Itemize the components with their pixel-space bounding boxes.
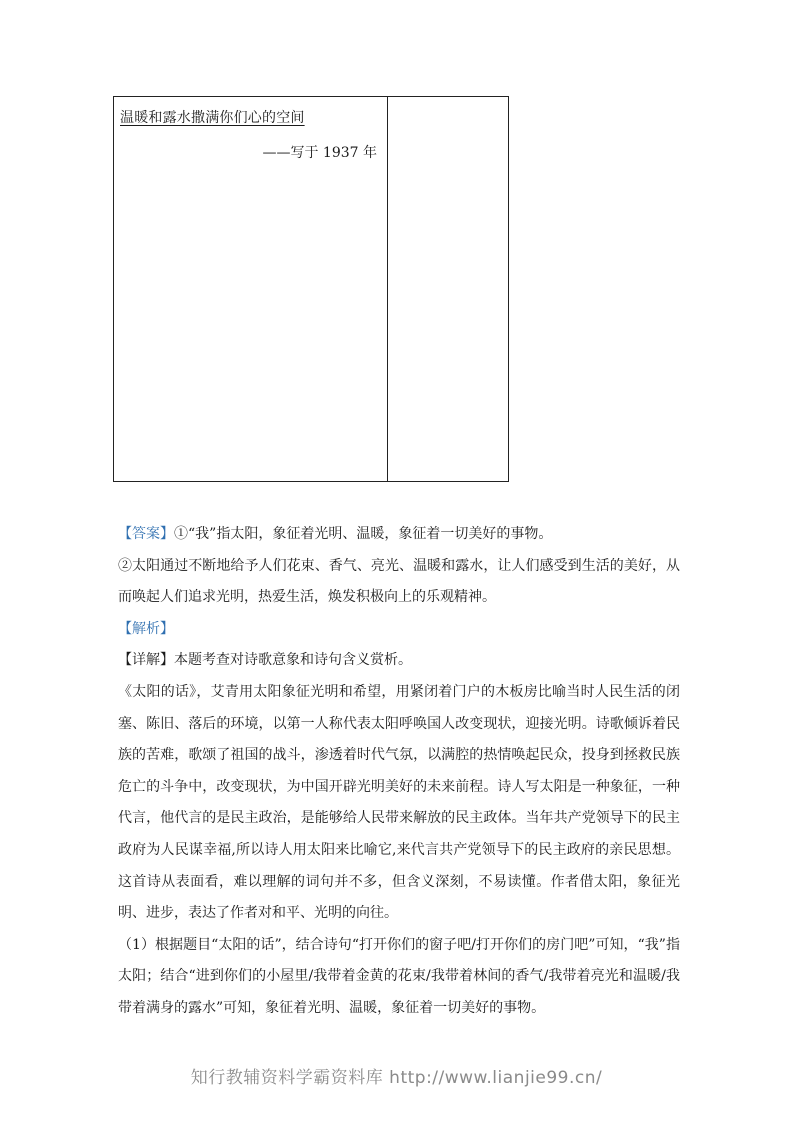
detail-intro: 本题考查对诗歌意象和诗句含义赏析。	[174, 652, 412, 669]
analysis-heading	[118, 614, 680, 646]
detail-tag: 【详解】	[118, 652, 174, 669]
answer-paragraph-2: ②太阳通过不断地给予人们花束、香气、亮光、温暖和露水，让人们感受到生活的美好，从而唤起人们追求光明，热爱生活，焕发积极向上的乐观精神。	[118, 557, 680, 606]
answer-tag: 【答案】	[118, 526, 174, 542]
question-1-paragraph: （1）根据题目“太阳的话”，结合诗句“打开你们的窗子吧/打开你们的房门吧”可知，“我”指太阳；结合“进到你们的小屋里/我带着金黄的花束/我带着林间的香气/我带着亮光和温暖/我带着满身的露水”可知，象征着光明、温暖，象征着一切美好的事物。	[118, 936, 680, 1016]
detail-intro-paragraph	[118, 645, 680, 677]
answer-part-1: ①“我”指太阳，象征着光明、温暖，象征着一切美好的事物。	[174, 526, 553, 542]
answer-paragraph-1	[118, 519, 680, 551]
table-divider	[387, 97, 388, 481]
poem-line: 温暖和露水撒满你们心的空间	[120, 110, 305, 126]
detail-body-paragraph: 《太阳的话》，艾青用太阳象征光明和希望，用紧闭着门户的木板房比喻当时人民生活的闭塞、陈旧、落后的环境，以第一人称代表太阳呼唤国人改变现状，迎接光明。诗歌倾诉着民族的苦难，歌颂了祖国的战斗，渗透着时代气氛，以满腔的热情唤起民众，投身到拯救民族危亡的斗争中，改变现状，为中国开辟光明美好的未来前程。诗人写太阳是一种象征，一种代言，他代言的是民主政治，是能够给人民带来解放的民主政体。当年共产党领导下的民主政府为人民谋幸福,所以诗人用太阳来比喻它,来代言共产党领导下的民主政府的亲民思想。这首诗从表面看，难以理解的词句并不多，但含义深刻，不易读懂。作者借太阳，象征光明、进步，表达了作者对和平、光明的向往。	[118, 683, 680, 922]
answer-section	[118, 519, 680, 1025]
poem-table	[113, 96, 509, 482]
poem-signature: ——写于 1937 年	[262, 145, 377, 161]
footer-watermark: 知行教辅资料学霸资料库 http://www.lianjie99.cn/	[190, 1068, 603, 1088]
analysis-tag: 【解析】	[118, 620, 174, 637]
